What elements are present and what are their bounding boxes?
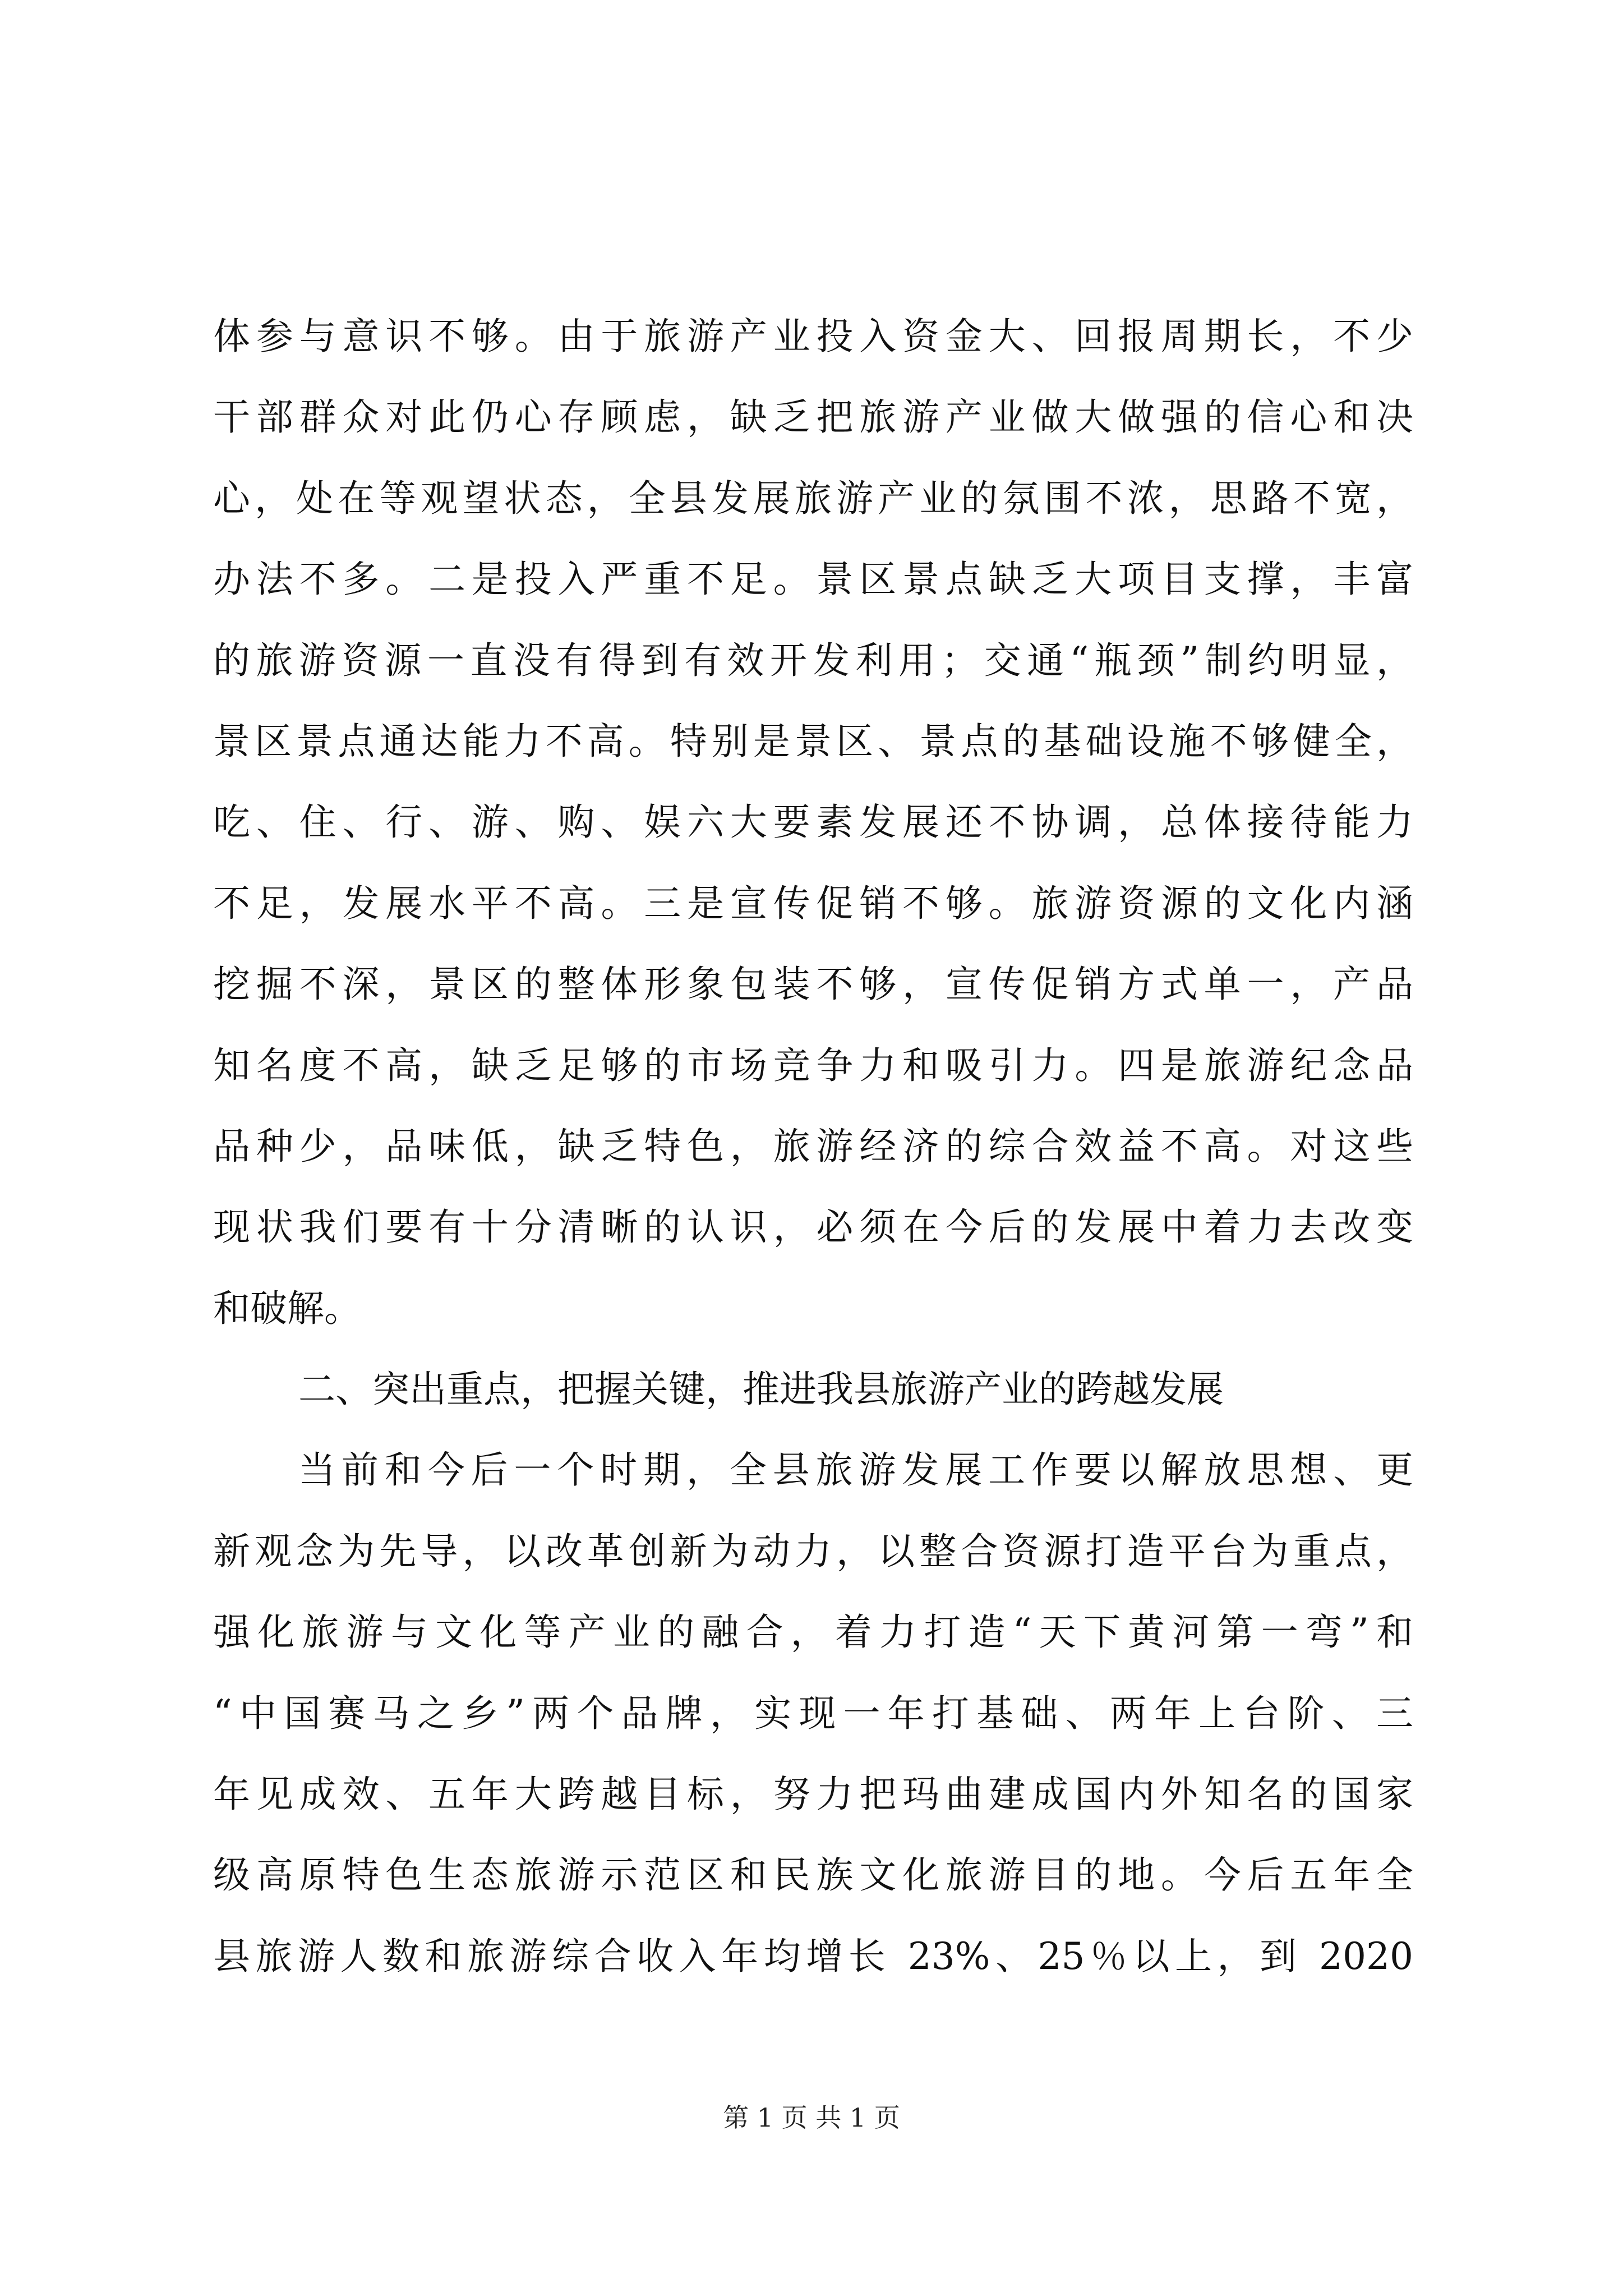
paragraph-line: “中国赛马之乡”两个品牌，实现一年打基础、两年上台阶、三 [213, 1691, 1413, 1735]
paragraph-line: 新观念为先导，以改革创新为动力，以整合资源打造平台为重点， [213, 1529, 1413, 1573]
paragraph-line: 不足，发展水平不高。三是宣传促销不够。旅游资源的文化内涵 [213, 881, 1413, 925]
paragraph-line: 和破解。 [213, 1286, 361, 1330]
paragraph-line: 强化旅游与文化等产业的融合，着力打造“天下黄河第一弯”和 [213, 1611, 1413, 1654]
paragraph-line: 挖掘不深，景区的整体形象包装不够，宣传促销方式单一，产品 [213, 963, 1413, 1006]
paragraph-line: 心，处在等观望状态，全县发展旅游产业的氛围不浓，思路不宽， [213, 476, 1413, 520]
section-heading: 二、突出重点，把握关键，推进我县旅游产业的跨越发展 [298, 1368, 1224, 1411]
paragraph-line: 的旅游资源一直没有得到有效开发利用；交通“瓶颈”制约明显， [213, 638, 1413, 682]
paragraph-line: 当前和今后一个时期，全县旅游发展工作要以解放思想、更 [298, 1448, 1413, 1492]
paragraph-line: 级高原特色生态旅游示范区和民族文化旅游目的地。今后五年全 [213, 1853, 1413, 1897]
page-footer: 第 1 页 共 1 页 [723, 2102, 900, 2133]
paragraph-line: 干部群众对此仍心存顾虑，缺乏把旅游产业做大做强的信心和决 [213, 395, 1413, 439]
paragraph-line: 办法不多。二是投入严重不足。景区景点缺乏大项目支撑，丰富 [213, 558, 1413, 601]
paragraph-line: 景区景点通达能力不高。特别是景区、景点的基础设施不够健全， [213, 719, 1413, 763]
paragraph-line: 品种少，品味低，缺乏特色，旅游经济的综合效益不高。对这些 [213, 1124, 1413, 1168]
document-body [213, 296, 1413, 1997]
paragraph-line: 吃、住、行、游、购、娱六大要素发展还不协调，总体接待能力 [213, 800, 1413, 844]
paragraph-line: 年见成效、五年大跨越目标，努力把玛曲建成国内外知名的国家 [213, 1773, 1413, 1816]
paragraph-line: 现状我们要有十分清晰的认识，必须在今后的发展中着力去改变 [213, 1205, 1413, 1249]
paragraph-line: 县旅游人数和旅游综合收入年均增长 23%、25％以上，到 2020 [213, 1934, 1413, 1978]
paragraph-line: 知名度不高，缺乏足够的市场竞争力和吸引力。四是旅游纪念品 [213, 1043, 1413, 1087]
paragraph-line: 体参与意识不够。由于旅游产业投入资金大、回报周期长，不少 [213, 315, 1413, 358]
